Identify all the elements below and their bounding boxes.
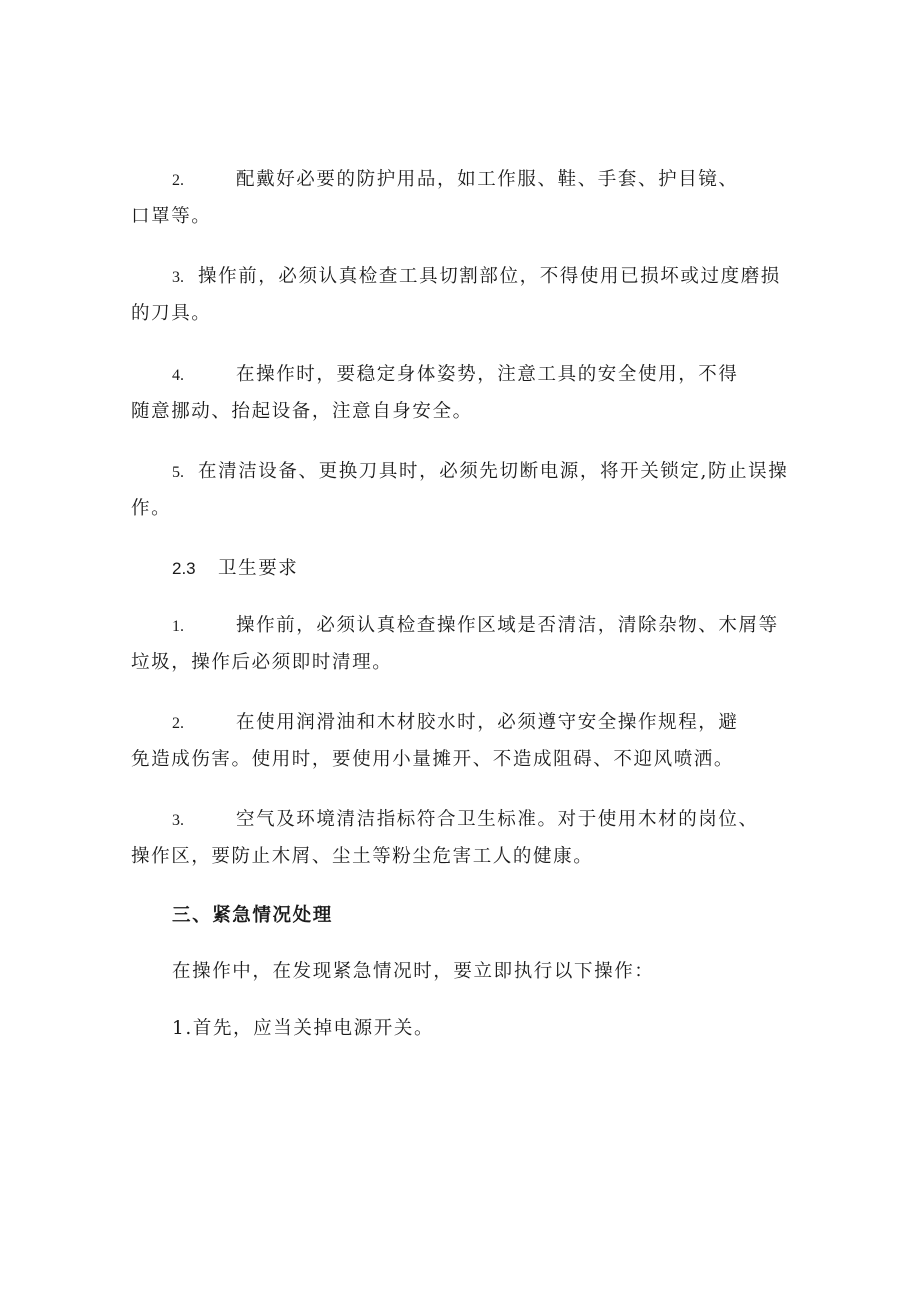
item-text: 操作前，必须认真检查操作区域是否清洁，清除杂物、木屑等 <box>236 615 779 636</box>
item-text: 在清洁设备、更换刀具时，必须先切断电源，将开关锁定,防止误操 <box>198 461 789 482</box>
list-item <box>131 704 796 778</box>
item-text-continued: 口罩等。 <box>131 206 212 227</box>
item-number: 2. <box>172 715 184 732</box>
item-text-continued: 的刀具。 <box>131 303 212 324</box>
item-text-continued: 垃圾，操作后必须即时清理。 <box>131 652 393 673</box>
item-text: 操作前，必须认真检查工具切割部位，不得使用已损坏或过度磨损 <box>198 266 781 287</box>
item-number: 2. <box>172 172 184 189</box>
section-heading: 三、紧急情况处理 <box>172 905 333 926</box>
item-text: 空气及环境清洁指标符合卫生标准。对于使用木材的岗位、 <box>236 809 759 830</box>
item-number: 3. <box>172 812 184 829</box>
item-text-continued: 操作区，要防止木屑、尘土等粉尘危害工人的健康。 <box>131 846 594 867</box>
list-item <box>131 161 796 235</box>
list-item <box>131 356 796 430</box>
item-number: 3. <box>172 269 184 286</box>
item-number: 1. <box>172 618 184 635</box>
paragraph: 在操作中，在发现紧急情况时，要立即执行以下操作： <box>172 961 655 982</box>
item-text-continued: 随意挪动、抬起设备，注意自身安全。 <box>131 401 473 422</box>
section-number: 2.3 <box>172 559 196 578</box>
list-item <box>131 801 796 875</box>
item-number: 5. <box>172 464 184 481</box>
item-text-continued: 免造成伤害。使用时，要使用小量摊开、不造成阻碍、不迎风喷洒。 <box>131 749 735 770</box>
item-text: 配戴好必要的防护用品，如工作服、鞋、手套、护目镜、 <box>236 169 739 190</box>
item-text: 在使用润滑油和木材胶水时，必须遵守安全操作规程，避 <box>236 712 739 733</box>
list-item <box>131 258 796 332</box>
section-title: 卫生要求 <box>218 558 299 579</box>
paragraph: 1.首先，应当关掉电源开关。 <box>172 1018 435 1039</box>
list-item <box>131 453 796 527</box>
item-text: 在操作时，要稳定身体姿势，注意工具的安全使用，不得 <box>236 364 739 385</box>
item-text-continued: 作。 <box>131 498 172 519</box>
item-number: 4. <box>172 367 184 384</box>
list-item <box>131 607 796 681</box>
section-heading <box>172 550 298 587</box>
